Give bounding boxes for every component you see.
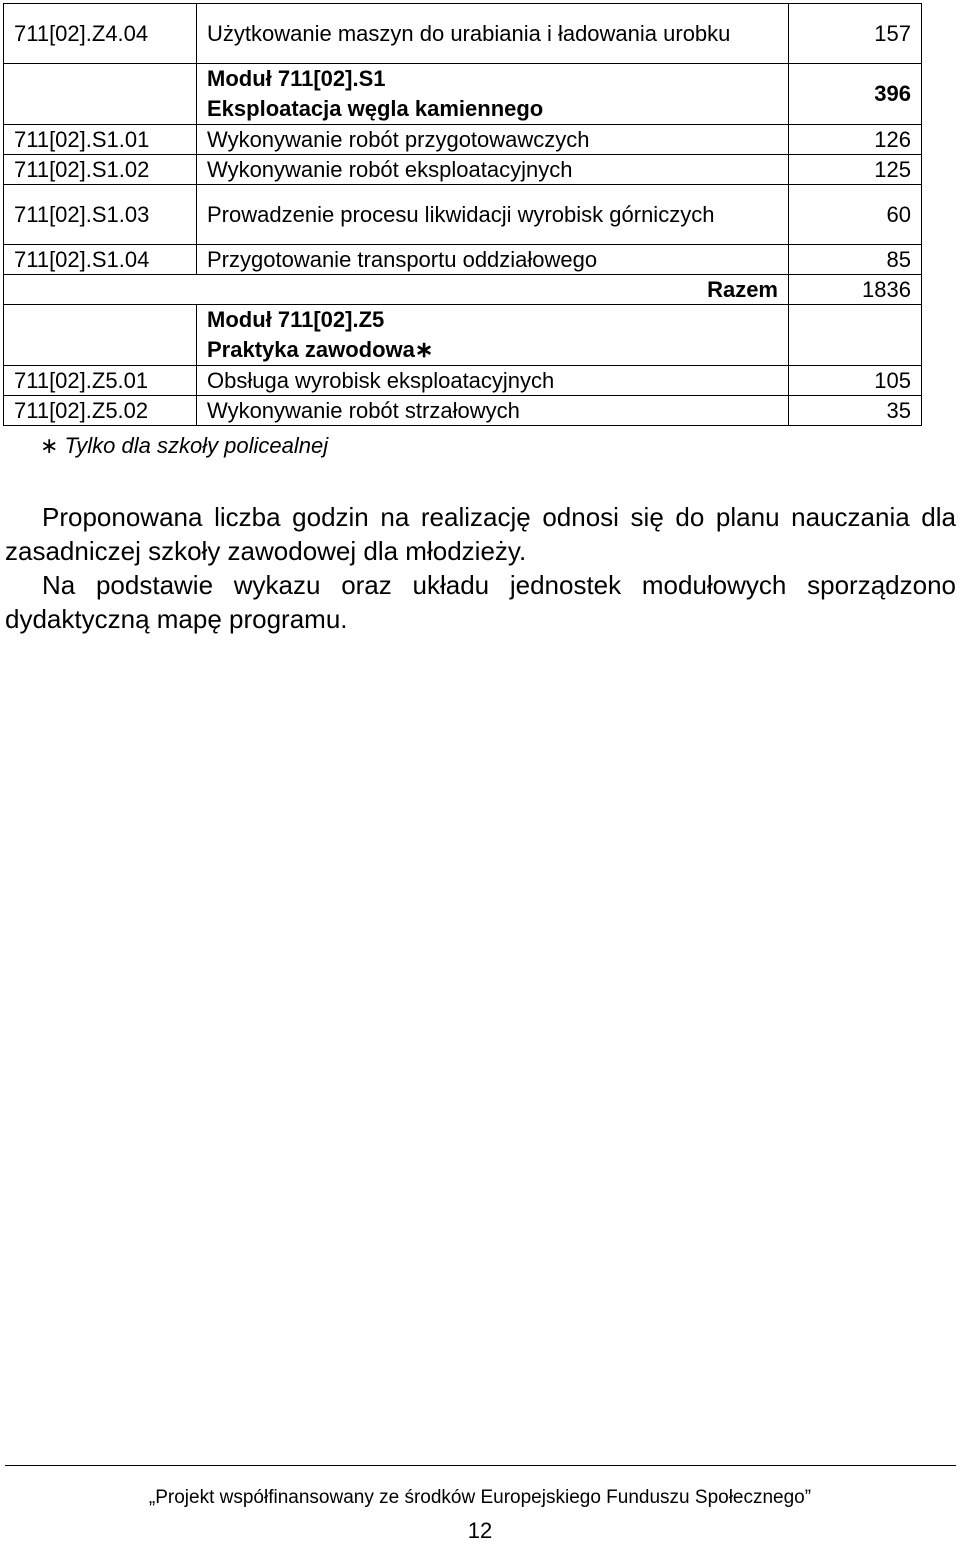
asterisk-icon: ∗: [414, 337, 434, 362]
module-hours: 396: [789, 64, 922, 125]
module-title: [197, 305, 789, 366]
paragraph: [5, 568, 956, 636]
table-row: [4, 396, 922, 426]
empty-cell: [4, 64, 197, 125]
total-hours: 1836: [789, 275, 922, 305]
module-units-table: [3, 3, 922, 426]
unit-name: Wykonywanie robót przygotowawczych: [197, 125, 789, 155]
unit-hours: 125: [789, 155, 922, 185]
unit-name: Obsługa wyrobisk eksploatacyjnych: [197, 366, 789, 396]
unit-hours: 35: [789, 396, 922, 426]
module-header-row: [4, 305, 922, 366]
module-title-line-2: Praktyka zawodowa: [207, 337, 415, 362]
footnote-text: Tylko dla szkoły policealnej: [64, 433, 329, 458]
page-number: 12: [467, 1518, 493, 1543]
table-row: [4, 366, 922, 396]
unit-hours: 126: [789, 125, 922, 155]
module-title-line-1: Moduł 711[02].S1: [207, 66, 386, 91]
unit-code: 711[02].Z5.01: [4, 366, 197, 396]
footer-text: „Projekt współfinansowany ze środków Europejskiego Funduszu Społecznego”: [148, 1487, 812, 1508]
footnote: [40, 433, 328, 459]
unit-code: 711[02].S1.02: [4, 155, 197, 185]
paragraph-text: Proponowana liczba godzin na realizację odnosi się do planu nauczania dla zasadniczej szkoły zawodowej dla młodzieży.: [5, 502, 956, 566]
module-title: [197, 64, 789, 125]
unit-name: Użytkowanie maszyn do urabiania i ładowania urobku: [197, 4, 789, 64]
unit-name: Prowadzenie procesu likwidacji wyrobisk górniczych: [197, 185, 789, 245]
empty-cell: [789, 305, 922, 366]
unit-code: 711[02].S1.04: [4, 245, 197, 275]
module-title-line-1: Moduł 711[02].Z5: [207, 307, 385, 332]
module-title-line-2: Eksploatacja węgla kamiennego: [207, 96, 544, 121]
table-row: [4, 125, 922, 155]
unit-name: Wykonywanie robót strzałowych: [197, 396, 789, 426]
total-row: [4, 275, 922, 305]
unit-code: 711[02].S1.01: [4, 125, 197, 155]
unit-hours: 105: [789, 366, 922, 396]
table-row: [4, 245, 922, 275]
unit-hours: 85: [789, 245, 922, 275]
total-label: Razem: [4, 275, 789, 305]
unit-hours: 157: [789, 4, 922, 64]
paragraph: [5, 500, 956, 568]
unit-code: 711[02].Z4.04: [4, 4, 197, 64]
table-row: [4, 4, 922, 64]
unit-code: 711[02].Z5.02: [4, 396, 197, 426]
unit-code: 711[02].S1.03: [4, 185, 197, 245]
empty-cell: [4, 305, 197, 366]
asterisk-icon: ∗: [40, 433, 59, 458]
table-row: [4, 155, 922, 185]
unit-hours: 60: [789, 185, 922, 245]
table-row: [4, 185, 922, 245]
paragraph-text: Na podstawie wykazu oraz układu jednostek modułowych sporządzono dydaktyczną mapę programu.: [5, 570, 956, 634]
footer-divider: [5, 1465, 956, 1466]
unit-name: Wykonywanie robót eksploatacyjnych: [197, 155, 789, 185]
unit-name: Przygotowanie transportu oddziałowego: [197, 245, 789, 275]
module-header-row: [4, 64, 922, 125]
